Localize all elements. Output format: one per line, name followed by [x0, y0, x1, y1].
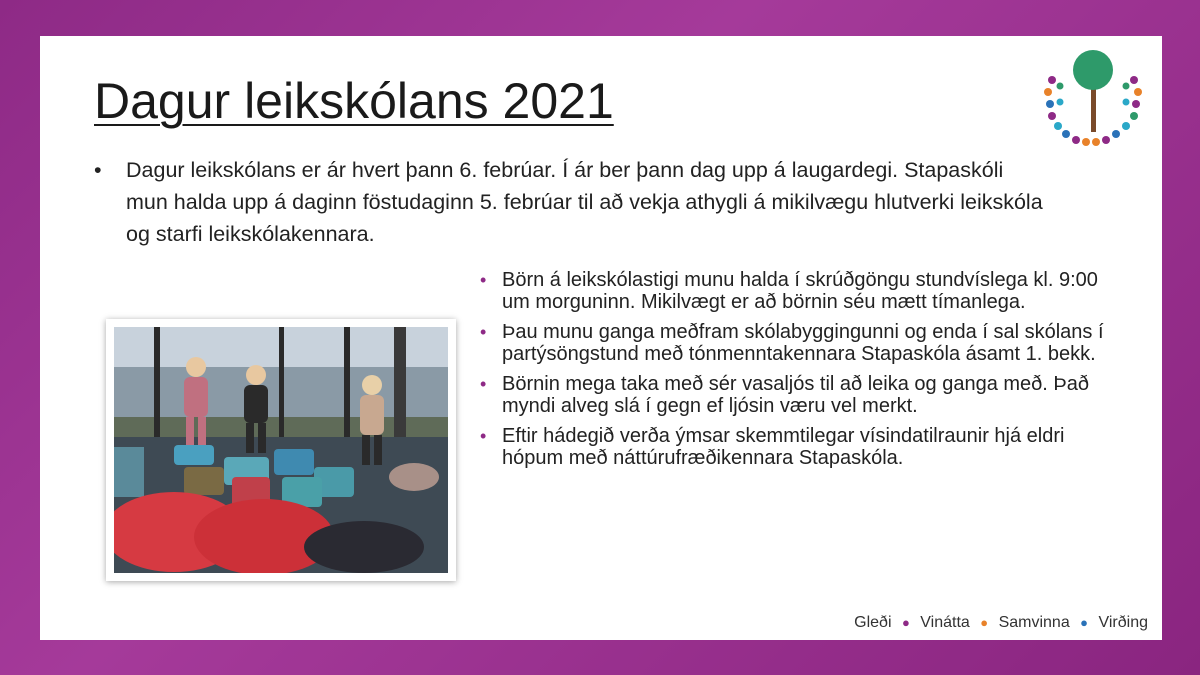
list-bullet: • — [480, 426, 487, 446]
list-item-text: Eftir hádegið verða ýmsar skemmtilegar vísindatilraunir hjá eldri hópum með náttúrufræðikennara Stapaskóla. — [502, 425, 1065, 469]
slide-title: Dagur leikskólans 2021 — [94, 73, 614, 129]
intro-text: Dagur leikskólans er ár hvert þann 6. febrúar. Í ár ber þann dag upp á laugardegi. Stapaskóli mun halda upp á daginn föstudaginn 5. febrúar til að vekja athygli á mikilvægu hlutverki leikskóla og starfi leikskólakennara. — [126, 158, 1043, 246]
activity-list — [478, 270, 1118, 478]
footer-value-samvinna: Samvinna — [998, 614, 1070, 631]
school-logo-icon — [1038, 42, 1150, 152]
list-item — [478, 374, 1118, 417]
list-item — [478, 322, 1118, 365]
footer-values — [854, 614, 1148, 632]
children-playing-photo-image — [114, 327, 448, 573]
list-bullet: • — [480, 270, 487, 290]
list-item-text: Börnin mega taka með sér vasaljós til að leika og ganga með. Það myndi alveg slá í gegn ef ljósin væru vel merkt. — [502, 373, 1090, 417]
footer-separator: ● — [980, 615, 989, 630]
list-bullet: • — [480, 322, 487, 342]
footer-value-virding: Virðing — [1098, 614, 1148, 631]
list-item-text: Þau munu ganga meðfram skólabyggingunni og enda í sal skólans í partýsöngstund með tónmenntakennara Stapaskóla ásamt 1. bekk. — [502, 321, 1104, 365]
footer-separator: ● — [1080, 615, 1089, 630]
footer-value-vinatta: Vinátta — [920, 614, 970, 631]
intro-bullet: • — [94, 158, 102, 182]
list-item — [478, 426, 1118, 469]
footer-separator: ● — [901, 615, 910, 630]
children-photo — [106, 319, 456, 581]
footer-value-gledi: Gleði — [854, 614, 892, 631]
list-bullet: • — [480, 374, 487, 394]
list-item — [478, 270, 1118, 313]
slide — [40, 36, 1162, 640]
list-item-text: Börn á leikskólastigi munu halda í skrúðgöngu stundvíslega kl. 9:00 um morguninn. Mikilvægt er að börnin séu mætt tímanlega. — [502, 269, 1098, 313]
intro-paragraph — [94, 154, 1044, 250]
